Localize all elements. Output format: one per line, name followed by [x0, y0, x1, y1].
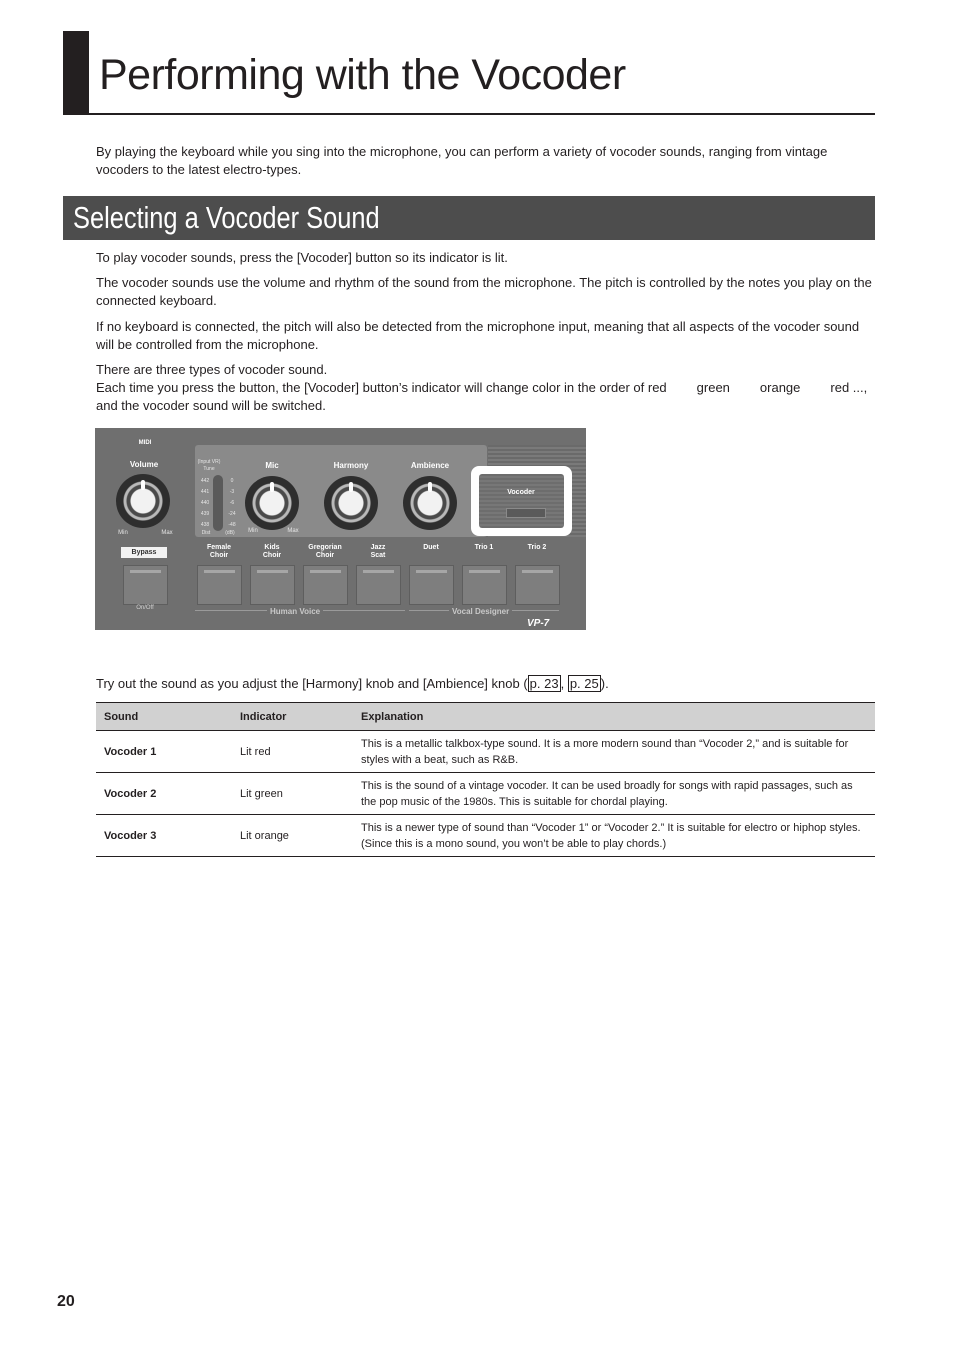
voice-button — [515, 565, 560, 605]
voice-button-label: Kids Choir — [262, 544, 282, 559]
voice-button — [303, 565, 348, 605]
mic-max-label: Max — [287, 528, 299, 534]
voice-button — [409, 565, 454, 605]
section-header — [63, 196, 875, 240]
meter-tick-left: 442 — [200, 478, 210, 484]
paragraph-4-line-2 — [96, 379, 876, 397]
cell-sound: Vocoder 2 — [96, 773, 232, 815]
cell-explanation: This is the sound of a vintage vocoder. It can be used broadly for songs with rapid passages, such as the pop music of the 1980s. This is suitable for chordal playing. — [353, 773, 875, 815]
table-header-row — [96, 703, 875, 731]
header-indicator: Indicator — [232, 703, 353, 731]
vocoder-indicator — [506, 508, 546, 518]
meter-tick-right: -6 — [229, 500, 235, 506]
voice-button-label: Jazz Scat — [370, 544, 386, 559]
voice-button — [250, 565, 295, 605]
volume-min-label: Min — [118, 530, 128, 536]
meter-tick-left: 438 — [200, 522, 210, 528]
bypass-label: Bypass — [121, 547, 167, 558]
mic-knob — [245, 476, 299, 530]
vocoder-highlight — [471, 466, 572, 536]
midi-label: MIDI — [138, 440, 152, 446]
cell-indicator: Lit orange — [232, 815, 353, 857]
paragraph-3: If no keyboard is connected, the pitch will also be detected from the microphone input, meaning that all aspects of the vocoder sound will be controlled from the microphone. — [96, 319, 860, 352]
color-red-continue: red ..., — [830, 380, 868, 395]
meter-tick-right: -3 — [229, 489, 235, 495]
table-row — [96, 731, 875, 773]
table-row — [96, 815, 875, 857]
ambience-knob — [403, 476, 457, 530]
title-block — [63, 31, 89, 114]
page-ref-23[interactable]: p. 23 — [529, 676, 559, 691]
paragraph-5-end: ). — [600, 676, 609, 691]
table-row — [96, 773, 875, 815]
cell-indicator: Lit green — [232, 773, 353, 815]
voice-button-label: Female Choir — [206, 544, 232, 559]
voice-button-label: Trio 2 — [527, 544, 547, 551]
meter-tick-right: -24 — [228, 511, 236, 517]
cell-sound: Vocoder 1 — [96, 731, 232, 773]
paragraph-4-line-1: There are three types of vocoder sound. — [96, 362, 328, 377]
meter-tick-left: 439 — [200, 511, 210, 517]
color-orange: orange — [759, 380, 801, 395]
page-number: 20 — [57, 1293, 75, 1310]
page-ref-25[interactable]: p. 25 — [569, 676, 599, 691]
meter-tick-left: 441 — [200, 489, 210, 495]
voice-button — [462, 565, 507, 605]
intro-text: By playing the keyboard while you sing into the microphone, you can perform a variety of vocoder sounds, ranging from vintage vocoders to the latest electro-types. — [96, 144, 828, 177]
onoff-label: On/Off — [136, 605, 154, 611]
voice-button — [197, 565, 242, 605]
title-rule — [63, 113, 875, 115]
meter-tick-left: 440 — [200, 500, 210, 506]
mic-label: Mic — [265, 461, 279, 470]
header-explanation: Explanation — [353, 703, 875, 731]
section-title: Selecting a Vocoder Sound — [73, 200, 380, 235]
page-title: Performing with the Vocoder — [99, 51, 626, 99]
header-sound: Sound — [96, 703, 232, 731]
meter-tick-right: 0 — [230, 478, 234, 484]
tuner-meter — [213, 475, 223, 531]
volume-max-label: Max — [161, 530, 173, 536]
meter-dist-label: Dist — [201, 530, 211, 536]
voice-button-label: Duet — [423, 544, 439, 551]
paragraph-1: To play vocoder sounds, press the [Vocoder] button so its indicator is lit. — [96, 250, 508, 265]
paragraph-4 — [96, 361, 876, 415]
vocoder-label: Vocoder — [507, 489, 535, 496]
voice-button-label: Trio 1 — [474, 544, 494, 551]
voice-button-label: Gregorian Choir — [308, 544, 342, 559]
ambience-label: Ambience — [410, 461, 450, 470]
vocal-designer-label: Vocal Designer — [449, 607, 512, 616]
vocoder-sound-table — [96, 702, 875, 857]
cell-indicator: Lit red — [232, 731, 353, 773]
paragraph-4-line-3: and the vocoder sound will be switched. — [96, 398, 326, 413]
color-green: green — [696, 380, 730, 395]
mic-min-label: Min — [248, 528, 258, 534]
harmony-knob — [324, 476, 378, 530]
cell-sound: Vocoder 3 — [96, 815, 232, 857]
vocoder-button — [479, 474, 564, 528]
model-logo: VP-7 — [527, 618, 550, 629]
voice-button — [356, 565, 401, 605]
volume-label: Volume — [129, 460, 159, 469]
human-voice-label: Human Voice — [267, 607, 323, 616]
color-order-start: Each time you press the button, the [Vocoder] button’s indicator will change color in the order of red — [96, 380, 667, 395]
meter-db-label: (dB) — [225, 530, 235, 536]
meter-header: (Input VR) Tune — [197, 459, 221, 472]
cell-explanation: This is a metallic talkbox-type sound. It is a more modern sound than “Vocoder 2,” and is suitable for styles with a beat, such as R&B. — [353, 731, 875, 773]
paragraph-2: The vocoder sounds use the volume and rhythm of the sound from the microphone. The pitch is controlled by the notes you play on the connected keyboard. — [96, 275, 872, 308]
cell-explanation: This is a newer type of sound than “Vocoder 1” or “Vocoder 2.” It is suitable for electro or hiphop styles. (Since this is a mono sound, you won’t be able to play chords.) — [353, 815, 875, 857]
device-panel-illustration — [95, 428, 586, 630]
onoff-button — [123, 565, 168, 605]
paragraph-5-start: Try out the sound as you adjust the [Harmony] knob and [Ambience] knob ( — [96, 676, 528, 691]
paragraph-5: Try out the sound as you adjust the [Harmony] knob and [Ambience] knob ( p. 23 , p. 25 ). — [96, 676, 609, 691]
volume-knob — [116, 474, 170, 528]
harmony-label: Harmony — [333, 461, 369, 470]
meter-tick-right: -48 — [228, 522, 236, 528]
